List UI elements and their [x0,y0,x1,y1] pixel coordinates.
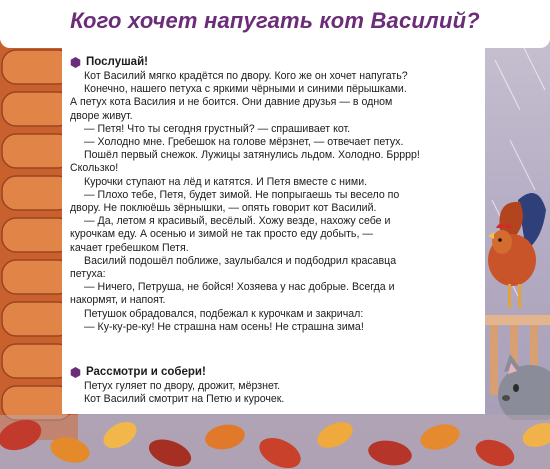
text-line: Петух гуляет по двору, дрожит, мёрзнет. [84,380,281,392]
text-line: двору. Не поклюёшь зёрнышки, — опять говорит кот Василий. [70,202,377,215]
text-line: Конечно, нашего петуха с яркими чёрными и синими пёрышками. [84,83,407,96]
text-line: — Да, летом я красивый, весёлый. Хожу везде, нахожу себе и [84,215,391,228]
text-line: Курочки ступают на лёд и катятся. И Петя вместе с ними. [84,175,368,188]
text-line: Кот Василий смотрит на Петю и курочек. [84,393,285,406]
text-line: курочкам еду. А осенью и зимой не так просто еду добыть, — [70,228,373,241]
rooster-illustration [478,180,550,330]
text-line: Скользко! [70,162,119,175]
section-listen [70,54,482,334]
text-line: Пошёл первый снежок. Лужицы затянулись льдом. Холодно. Брррр! [84,149,420,162]
text-line: Петушок обрадовался, подбежал к курочкам и закричал: [84,307,364,320]
text-line: — Ку-ку-ре-ку! Не страшна нам осень! Не страшна зима! [84,320,364,333]
text-line: Василий подошёл поближе, заулыбался и подбодрил красавца [84,254,397,267]
text-line: — Ничего, Петруша, не бойся! Хозяева у нас добрые. Всегда и [84,281,395,294]
page-title: Кого хочет напугать кот Василий? [70,8,480,33]
text-card [62,48,485,414]
text-line: качает гребешком Петя. [70,241,189,254]
text-line: — Петя! Что ты сегодня грустный? — спрашивает кот. [84,122,351,135]
section-heading [70,364,482,380]
section-heading-text: Рассмотри и собери! [86,366,206,378]
task-text [70,380,482,406]
text-line: накормят, и напоят. [70,294,166,307]
text-line: — Холодно мне. Гребешок на голове мёрзнет, — отвечает петух. [84,136,404,149]
text-line: петуха: [70,268,106,281]
text-line: А петух кота Василия и не боится. Они давние друзья — в одном [70,96,393,109]
text-line: — Плохо тебе, Петя, будет зимой. Не попрыгаешь ты весело по [84,188,400,201]
section-look-and-assemble [70,364,482,406]
story-text [70,70,482,334]
hexagon-bullet-icon [70,57,81,68]
hexagon-bullet-icon [70,367,81,378]
section-heading-text: Послушай! [86,56,148,68]
text-line: дворе живут. [70,109,133,122]
section-heading [70,54,482,70]
text-line: Кот Василий мягко крадётся по двору. Кого же он хочет напугать? [84,70,408,82]
